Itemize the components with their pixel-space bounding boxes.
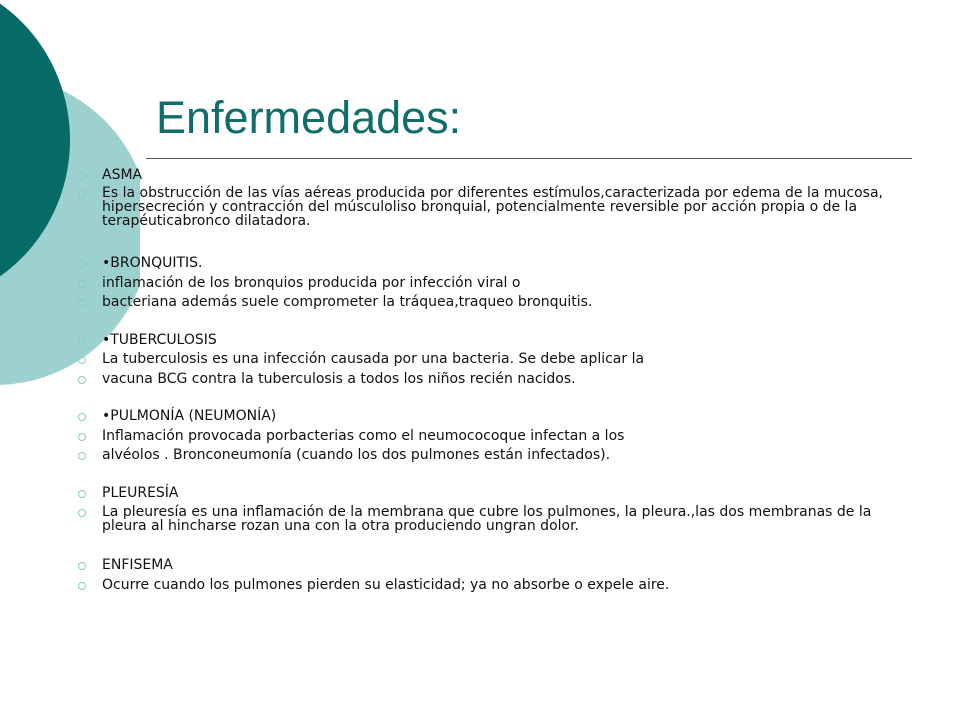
- bullet-icon: [78, 172, 86, 180]
- list-item-text: La pleuresía es una inflamación de la membrana que cubre los pulmones, la pleura.,las dos membranas de la pleura al hincharse rozan una con la otra produciendo ungran dolor.: [102, 504, 872, 534]
- list-item-text: Es la obstrucción de las vías aéreas producida por diferentes estímulos,caracterizada por edema de la mucosa, hipersecreción y contracción del músculoliso bronquial, potencialmente reversible por acción propia o de la terapéuticabronco dilatadora.: [102, 185, 884, 229]
- bullet-icon: [78, 337, 86, 345]
- bullet-icon: [78, 299, 86, 307]
- bullet-icon: [78, 582, 86, 590]
- list-item-text: La tuberculosis es una infección causada por una bacteria. Se debe aplicar la: [102, 351, 645, 367]
- list-item-text: bacteriana además suele comprometer la tráquea,traqueo bronquitis.: [102, 294, 593, 310]
- list-item-text: Inflamación provocada porbacterias como el neumococoque infectan a los: [102, 428, 625, 444]
- bullet-icon: [78, 562, 86, 570]
- list-item-text: ENFISEMA: [102, 557, 173, 573]
- bullet-icon: [78, 433, 86, 441]
- list-item-text: PLEURESÍA: [102, 485, 179, 501]
- bullet-icon: [78, 356, 86, 364]
- bullet-icon: [78, 376, 86, 384]
- list-item-text: Ocurre cuando los pulmones pierden su elasticidad; ya no absorbe o expele aire.: [102, 577, 670, 593]
- bullet-icon: [78, 490, 86, 498]
- list-item-text: vacuna BCG contra la tuberculosis a todos los niños recién nacidos.: [102, 371, 576, 387]
- bullet-icon: [78, 509, 86, 517]
- slide-title: Enfermedades:: [156, 92, 462, 143]
- bullet-icon: [78, 280, 86, 288]
- list-item-text: alvéolos . Bronconeumonía (cuando los dos pulmones están infectados).: [102, 447, 611, 463]
- bullet-icon: [78, 452, 86, 460]
- list-item-text: •BRONQUITIS.: [102, 255, 203, 271]
- bullet-icon: [78, 413, 86, 421]
- bullet-icon: [78, 260, 86, 268]
- list-item-text: •TUBERCULOSIS: [102, 332, 217, 348]
- list-item-text: ASMA: [102, 167, 143, 183]
- list-item-text: •PULMONÍA (NEUMONÍA): [102, 408, 277, 424]
- list-item-text: inflamación de los bronquios producida por infección viral o: [102, 275, 521, 291]
- bullet-icon: [78, 190, 86, 198]
